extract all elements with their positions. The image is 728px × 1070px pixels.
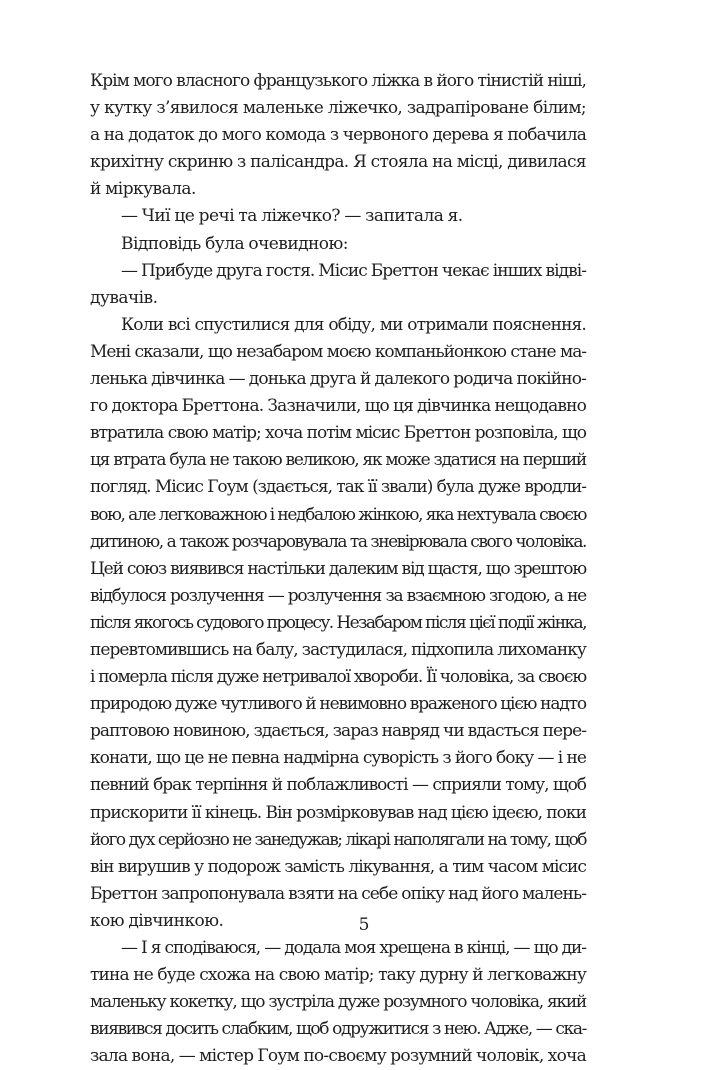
text-line: а на додаток до мого комода з червоного дерева я побачила	[90, 125, 586, 146]
text-line: після якогось судового процесу. Незабаром після цієї події жінка,	[90, 612, 586, 633]
text-line: тина не буде схожа на свою матір; таку дурну й легковажну	[90, 965, 586, 986]
text-line: і померла після дуже нетривалої хвороби. Її чоловіка, за своєю	[90, 667, 586, 688]
text-line: у кутку з’явилося маленьке ліжечко, задрапіроване білим;	[90, 98, 586, 119]
text-line: ленька дівчинка — донька друга й далекого родича покійно-	[90, 369, 586, 390]
text-line: Відповідь була очевидною:	[121, 233, 348, 254]
paragraph	[90, 68, 586, 203]
text-line: певний брак терпіння й поблажливості — сприяли тому, щоб	[90, 775, 586, 796]
text-line: Коли всі спустилися для обіду, ми отримали пояснення.	[121, 314, 586, 335]
text-line: відбулося розлучення — розлучення за взаємною згодою, а не	[90, 585, 586, 606]
text-line: прискорити її кінець. Він розмірковував над цією ідеєю, поки	[90, 802, 586, 823]
text-line: його дух серйозно не занедужав; лікарі наполягали на тому, щоб	[90, 829, 586, 850]
text-line: Крім мого власного французького ліжка в його тінистій ніші,	[90, 71, 586, 91]
paragraph	[90, 231, 586, 258]
text-line: природою дуже чутливого й невимовно враженого цією надто	[90, 694, 586, 715]
paragraph	[90, 935, 586, 1070]
text-line: маленьку кокетку, що зустріла дуже розумного чоловіка, який	[90, 992, 586, 1013]
text-line: раптовою новиною, здається, зараз навряд чи вдасться пере-	[90, 721, 586, 742]
text-line: зала вона, — містер Гоум по-своєму розумний чоловік, хоча	[90, 1046, 586, 1067]
paragraph	[90, 258, 586, 312]
page-number: 5	[358, 915, 370, 935]
text-line: конати, що це не певна надмірна суворість з його боку — і не	[90, 748, 586, 769]
text-line: дувачів.	[90, 287, 158, 308]
text-line: перевтомившись на балу, застудилася, підхопила лихоманку	[90, 639, 586, 660]
text-line: погляд. Місис Гоум (здається, так її звали) була дуже вродли-	[90, 477, 586, 498]
text-line: втратила свою матір; хоча потім місис Бреттон розповіла, що	[90, 423, 586, 444]
text-line: кою дівчинкою.	[90, 910, 224, 931]
text-line: — Прибуде друга гостя. Місис Бреттон чекає інших відві-	[121, 260, 586, 281]
paragraph	[90, 203, 586, 230]
text-line: Бреттон запропонувала взяти на себе опіку над його малень-	[90, 883, 586, 904]
text-line: дитиною, а також розчаровувала та зневірювала свого чоловіка.	[90, 531, 586, 552]
text-line: Мені сказали, що незабаром моєю компаньйонкою стане ма-	[90, 341, 586, 362]
text-line: вою, але легковажною і недбалою жінкою, яка нехтувала своєю	[90, 504, 587, 525]
text-line: Цей союз виявився настільки далеким від щастя, що зрештою	[90, 558, 586, 579]
text-line: виявився досить слабким, щоб одружитися з нею. Адже, — ска-	[90, 1019, 586, 1040]
text-line: й міркувала.	[90, 179, 196, 200]
text-line: крихітну скриню з палісандра. Я стояла на місці, дивилася	[90, 152, 586, 173]
paragraph	[90, 312, 586, 935]
text-line: — Чиї це речі та ліжечко? — запитала я.	[121, 206, 463, 227]
text-line: го доктора Бреттона. Зазначили, що ця дівчинка нещодавно	[90, 396, 586, 417]
text-line: ця втрата була не такою великою, як може здатися на перший	[90, 450, 586, 471]
text-line: він вирушив у подорож замість лікування, а тим часом місис	[90, 856, 586, 877]
text-line: — І я сподіваюся, — додала моя хрещена в кінці, — що ди-	[121, 938, 586, 958]
